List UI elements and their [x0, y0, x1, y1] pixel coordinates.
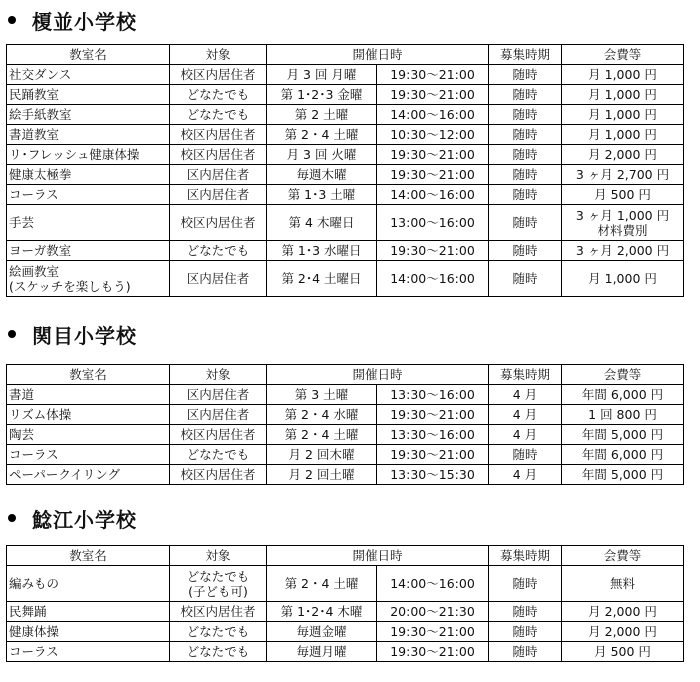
section-title: [0, 6, 137, 34]
section-title: [0, 504, 137, 532]
cell-text: 校区内居住者: [180, 467, 256, 482]
time-cell: [377, 125, 489, 145]
cell-text: 区内居住者: [186, 187, 250, 202]
recruit-period-cell: [489, 385, 562, 405]
target-cell: [170, 85, 267, 105]
class-name-cell: [7, 405, 170, 425]
section-title: [0, 320, 137, 348]
header-recruit: 募集時期: [489, 45, 562, 65]
table-header: [7, 365, 684, 385]
fee-cell: [562, 65, 684, 85]
fee-cell: [562, 125, 684, 145]
cell-text: 随時: [512, 187, 538, 202]
cell-text: 14:00〜16:00: [390, 187, 475, 202]
day-cell: [267, 465, 377, 485]
day-cell: [267, 205, 377, 241]
cell-text: どなたでも: [186, 107, 250, 122]
table-row: [7, 425, 684, 445]
header-recruit: 募集時期: [489, 546, 562, 566]
recruit-period-cell: [489, 465, 562, 485]
cell-text: 随時: [512, 67, 538, 82]
fee-cell: [562, 261, 684, 297]
cell-text: 10:30〜12:00: [390, 127, 475, 142]
fee-cell: [562, 445, 684, 465]
cell-text: 校区内居住者: [180, 215, 256, 230]
time-cell: [377, 165, 489, 185]
cell-text: 第 2・4 土曜: [284, 427, 359, 442]
recruit-period-cell: [489, 185, 562, 205]
target-cell: [170, 602, 267, 622]
cell-text: 月 1,000 円: [588, 127, 657, 142]
cell-text: 校区内居住者: [180, 604, 256, 619]
time-cell: [377, 85, 489, 105]
cell-text: 区内居住者: [186, 407, 250, 422]
cell-text: 月 2 回木曜: [288, 447, 355, 462]
cell-text: 第 2･4 土曜日: [281, 271, 362, 286]
class-table: [6, 44, 684, 297]
day-cell: [267, 405, 377, 425]
table-row: [7, 165, 684, 185]
target-cell: [170, 205, 267, 241]
time-cell: [377, 185, 489, 205]
day-cell: [267, 385, 377, 405]
fee-cell: [562, 85, 684, 105]
table-row: [7, 145, 684, 165]
day-cell: [267, 261, 377, 297]
table-row: [7, 642, 684, 662]
cell-text: 3 ヶ月 2,700 円: [575, 167, 670, 182]
cell-text: 第 1･2･4 木曜: [280, 604, 363, 619]
target-cell: [170, 445, 267, 465]
target-cell: [170, 125, 267, 145]
table-body: [7, 566, 684, 662]
cell-text: 19:30〜21:00: [390, 447, 475, 462]
time-cell: [377, 261, 489, 297]
cell-text: コーラス: [9, 447, 59, 462]
bullet-icon: [8, 330, 16, 338]
target-cell: [170, 165, 267, 185]
cell-text: どなたでも: [186, 644, 250, 659]
recruit-period-cell: [489, 622, 562, 642]
table-header: [7, 546, 684, 566]
cell-text: 19:30〜21:00: [390, 407, 475, 422]
cell-text: 書道教室: [9, 127, 60, 142]
cell-text: 随時: [512, 271, 538, 286]
cell-text: 19:30〜21:00: [390, 147, 475, 162]
cell-text: 13:00〜16:00: [390, 215, 475, 230]
time-cell: [377, 602, 489, 622]
time-cell: [377, 205, 489, 241]
target-cell: [170, 185, 267, 205]
cell-text: 随時: [512, 243, 538, 258]
cell-text: 区内居住者: [186, 271, 250, 286]
fee-cell: [562, 622, 684, 642]
cell-text: 19:30〜21:00: [390, 87, 475, 102]
cell-text: 校区内居住者: [180, 127, 256, 142]
fee-cell: [562, 642, 684, 662]
target-cell: [170, 465, 267, 485]
cell-text: 区内居住者: [186, 387, 250, 402]
cell-text: 19:30〜21:00: [390, 243, 475, 258]
header-class-name: 教室名: [7, 546, 170, 566]
header-recruit: 募集時期: [489, 365, 562, 385]
fee-cell: [562, 205, 684, 241]
cell-text: 民舞踊: [9, 604, 47, 619]
cell-text: 民踊教室: [9, 87, 60, 102]
section-title-text: 鯰江小学校: [32, 507, 137, 532]
day-cell: [267, 185, 377, 205]
recruit-period-cell: [489, 205, 562, 241]
cell-text: 第 1･3 土曜: [287, 187, 356, 202]
cell-text: 毎週金曜: [296, 624, 347, 639]
table-row: [7, 465, 684, 485]
table-body: [7, 65, 684, 297]
cell-text: どなたでも: [186, 624, 250, 639]
header-datetime: 開催日時: [267, 45, 489, 65]
cell-text: 第 1･3 水曜日: [281, 243, 362, 258]
table-body: [7, 385, 684, 485]
cell-text: 年間 6,000 円: [581, 387, 664, 402]
cell-text: 月 1,000 円: [588, 87, 657, 102]
cell-text: 手芸: [9, 215, 35, 230]
cell-text: 随時: [512, 167, 538, 182]
cell-text: 月 2,000 円: [588, 147, 657, 162]
target-cell: [170, 622, 267, 642]
cell-text: 第 2・4 土曜: [284, 127, 359, 142]
cell-text: 13:30〜16:00: [390, 387, 475, 402]
header-datetime: 開催日時: [267, 365, 489, 385]
time-cell: [377, 445, 489, 465]
cell-text: 校区内居住者: [180, 147, 256, 162]
table-row: [7, 205, 684, 241]
cell-text: 月 2 回土曜: [288, 467, 355, 482]
class-name-cell: [7, 602, 170, 622]
cell-text: 陶芸: [9, 427, 35, 442]
cell-text: 校区内居住者: [180, 67, 256, 82]
cell-text: 4 月: [512, 387, 538, 402]
class-name-cell: [7, 145, 170, 165]
cell-text: 月 500 円: [594, 644, 651, 659]
cell-text: 第 1･2･3 金曜: [280, 87, 363, 102]
cell-text: 月 2,000 円: [588, 604, 657, 619]
cell-text: 書道: [9, 387, 35, 402]
bullet-icon: [8, 16, 16, 24]
table-row: [7, 65, 684, 85]
table-row: [7, 566, 684, 602]
cell-text: 月 2,000 円: [588, 624, 657, 639]
cell-text: 月 1,000 円: [588, 107, 657, 122]
header-class-name: 教室名: [7, 45, 170, 65]
cell-text: どなたでも: [186, 447, 250, 462]
target-cell: [170, 261, 267, 297]
cell-text: 随時: [512, 87, 538, 102]
recruit-period-cell: [489, 261, 562, 297]
cell-text: 第 4 木曜日: [288, 215, 355, 230]
cell-text: 4 月: [512, 467, 538, 482]
class-name-cell: [7, 185, 170, 205]
cell-text: 19:30〜21:00: [390, 644, 475, 659]
day-cell: [267, 566, 377, 602]
time-cell: [377, 566, 489, 602]
recruit-period-cell: [489, 165, 562, 185]
cell-text: 随時: [512, 576, 538, 591]
target-cell: [170, 385, 267, 405]
day-cell: [267, 425, 377, 445]
table-row: [7, 125, 684, 145]
class-name-cell: [7, 566, 170, 602]
day-cell: [267, 165, 377, 185]
header-fee: 会費等: [562, 546, 684, 566]
table-row: [7, 405, 684, 425]
recruit-period-cell: [489, 425, 562, 445]
class-name-cell: [7, 85, 170, 105]
time-cell: [377, 65, 489, 85]
cell-text: 社交ダンス: [9, 67, 72, 82]
fee-cell: [562, 425, 684, 445]
fee-cell: [562, 185, 684, 205]
recruit-period-cell: [489, 85, 562, 105]
target-cell: [170, 425, 267, 445]
bullet-icon: [8, 514, 16, 522]
cell-text: 14:00〜16:00: [390, 576, 475, 591]
class-name-cell: [7, 125, 170, 145]
cell-text: 随時: [512, 447, 538, 462]
class-name-cell: [7, 241, 170, 261]
cell-text: 材料費別: [597, 222, 648, 238]
cell-text: 14:00〜16:00: [390, 271, 475, 286]
fee-cell: [562, 602, 684, 622]
table-row: [7, 445, 684, 465]
day-cell: [267, 65, 377, 85]
cell-text: 無料: [610, 576, 636, 591]
cell-text: リズム体操: [9, 407, 72, 422]
cell-text: 随時: [512, 107, 538, 122]
table-row: [7, 185, 684, 205]
recruit-period-cell: [489, 602, 562, 622]
cell-text: リ･フレッシュ健康体操: [9, 147, 140, 162]
header-class-name: 教室名: [7, 365, 170, 385]
target-cell: [170, 65, 267, 85]
section-title-text: 関目小学校: [32, 323, 137, 348]
cell-text: 健康体操: [9, 624, 60, 639]
section-title-text: 榎並小学校: [32, 9, 137, 34]
target-cell: [170, 642, 267, 662]
cell-text: 随時: [512, 624, 538, 639]
class-table: [6, 364, 684, 485]
time-cell: [377, 405, 489, 425]
class-name-cell: [7, 205, 170, 241]
cell-text: 第 3 土曜: [294, 387, 349, 402]
class-name-cell: [7, 165, 170, 185]
cell-text: ペーパークイリング: [9, 467, 121, 482]
recruit-period-cell: [489, 145, 562, 165]
cell-text: 随時: [512, 215, 538, 230]
time-cell: [377, 105, 489, 125]
header-target: 対象: [170, 45, 267, 65]
cell-text: 3 ヶ月 1,000 円: [575, 207, 670, 223]
cell-text: どなたでも: [186, 243, 250, 258]
cell-text: 4 月: [512, 427, 538, 442]
cell-text: 第 2・4 水曜: [284, 407, 359, 422]
target-cell: [170, 241, 267, 261]
header-fee: 会費等: [562, 45, 684, 65]
cell-text: 随時: [512, 147, 538, 162]
recruit-period-cell: [489, 105, 562, 125]
cell-text: 第 2 土曜: [294, 107, 349, 122]
cell-text: 4 月: [512, 407, 538, 422]
day-cell: [267, 105, 377, 125]
recruit-period-cell: [489, 642, 562, 662]
class-name-cell: [7, 105, 170, 125]
class-name-cell: [7, 385, 170, 405]
class-name-cell: [7, 425, 170, 445]
day-cell: [267, 602, 377, 622]
day-cell: [267, 145, 377, 165]
cell-text: 毎週月曜: [296, 644, 347, 659]
recruit-period-cell: [489, 241, 562, 261]
cell-text: 月 500 円: [594, 187, 651, 202]
recruit-period-cell: [489, 566, 562, 602]
target-cell: [170, 566, 267, 602]
class-name-cell: [7, 465, 170, 485]
cell-text: コーラス: [9, 644, 59, 659]
cell-text: 健康太極拳: [9, 167, 72, 182]
cell-text: 編みもの: [9, 576, 60, 591]
table-row: [7, 622, 684, 642]
cell-text: 月 1,000 円: [588, 271, 657, 286]
fee-cell: [562, 465, 684, 485]
cell-text: 14:00〜16:00: [390, 107, 475, 122]
cell-text: 絵画教室: [9, 263, 60, 279]
cell-text: 絵手紙教室: [9, 107, 72, 122]
header-row: [7, 365, 684, 385]
cell-text: 月 1,000 円: [588, 67, 657, 82]
cell-text: 月 3 回 月曜: [286, 67, 357, 82]
cell-text: ヨーガ教室: [9, 243, 72, 258]
time-cell: [377, 465, 489, 485]
cell-text: コーラス: [9, 187, 59, 202]
cell-text: 1 回 800 円: [588, 407, 657, 422]
time-cell: [377, 385, 489, 405]
time-cell: [377, 622, 489, 642]
header-row: [7, 45, 684, 65]
cell-text: 年間 6,000 円: [581, 447, 664, 462]
table-row: [7, 261, 684, 297]
table-row: [7, 241, 684, 261]
table-row: [7, 105, 684, 125]
target-cell: [170, 405, 267, 425]
cell-text: 19:30〜21:00: [390, 67, 475, 82]
fee-cell: [562, 165, 684, 185]
target-cell: [170, 105, 267, 125]
header-target: 対象: [170, 546, 267, 566]
cell-text: どなたでも: [186, 568, 250, 584]
time-cell: [377, 145, 489, 165]
recruit-period-cell: [489, 65, 562, 85]
day-cell: [267, 642, 377, 662]
day-cell: [267, 445, 377, 465]
fee-cell: [562, 385, 684, 405]
cell-text: 19:30〜21:00: [390, 624, 475, 639]
header-fee: 会費等: [562, 365, 684, 385]
cell-text: 年間 5,000 円: [581, 427, 664, 442]
recruit-period-cell: [489, 125, 562, 145]
cell-text: 13:30〜15:30: [390, 467, 475, 482]
class-name-cell: [7, 642, 170, 662]
header-datetime: 開催日時: [267, 546, 489, 566]
cell-text: (スケッチを楽しもう): [9, 278, 131, 294]
cell-text: 随時: [512, 127, 538, 142]
cell-text: 区内居住者: [186, 167, 250, 182]
class-table: [6, 545, 684, 662]
header-row: [7, 546, 684, 566]
recruit-period-cell: [489, 445, 562, 465]
cell-text: 3 ヶ月 2,000 円: [575, 243, 670, 258]
cell-text: 20:00〜21:30: [390, 604, 475, 619]
cell-text: 随時: [512, 644, 538, 659]
day-cell: [267, 125, 377, 145]
cell-text: 月 3 回 火曜: [286, 147, 357, 162]
cell-text: 年間 5,000 円: [581, 467, 664, 482]
cell-text: 校区内居住者: [180, 427, 256, 442]
table-header: [7, 45, 684, 65]
cell-text: 13:30〜16:00: [390, 427, 475, 442]
table-row: [7, 602, 684, 622]
fee-cell: [562, 566, 684, 602]
cell-text: 19:30〜21:00: [390, 167, 475, 182]
table-row: [7, 85, 684, 105]
day-cell: [267, 85, 377, 105]
cell-text: 第 2・4 土曜: [284, 576, 359, 591]
day-cell: [267, 622, 377, 642]
class-name-cell: [7, 261, 170, 297]
cell-text: (子ども可): [188, 583, 248, 599]
target-cell: [170, 145, 267, 165]
recruit-period-cell: [489, 405, 562, 425]
table-row: [7, 385, 684, 405]
cell-text: どなたでも: [186, 87, 250, 102]
cell-text: 毎週木曜: [296, 167, 347, 182]
time-cell: [377, 642, 489, 662]
fee-cell: [562, 241, 684, 261]
fee-cell: [562, 145, 684, 165]
class-name-cell: [7, 65, 170, 85]
class-name-cell: [7, 445, 170, 465]
time-cell: [377, 241, 489, 261]
day-cell: [267, 241, 377, 261]
time-cell: [377, 425, 489, 445]
header-target: 対象: [170, 365, 267, 385]
fee-cell: [562, 105, 684, 125]
cell-text: 随時: [512, 604, 538, 619]
class-name-cell: [7, 622, 170, 642]
fee-cell: [562, 405, 684, 425]
